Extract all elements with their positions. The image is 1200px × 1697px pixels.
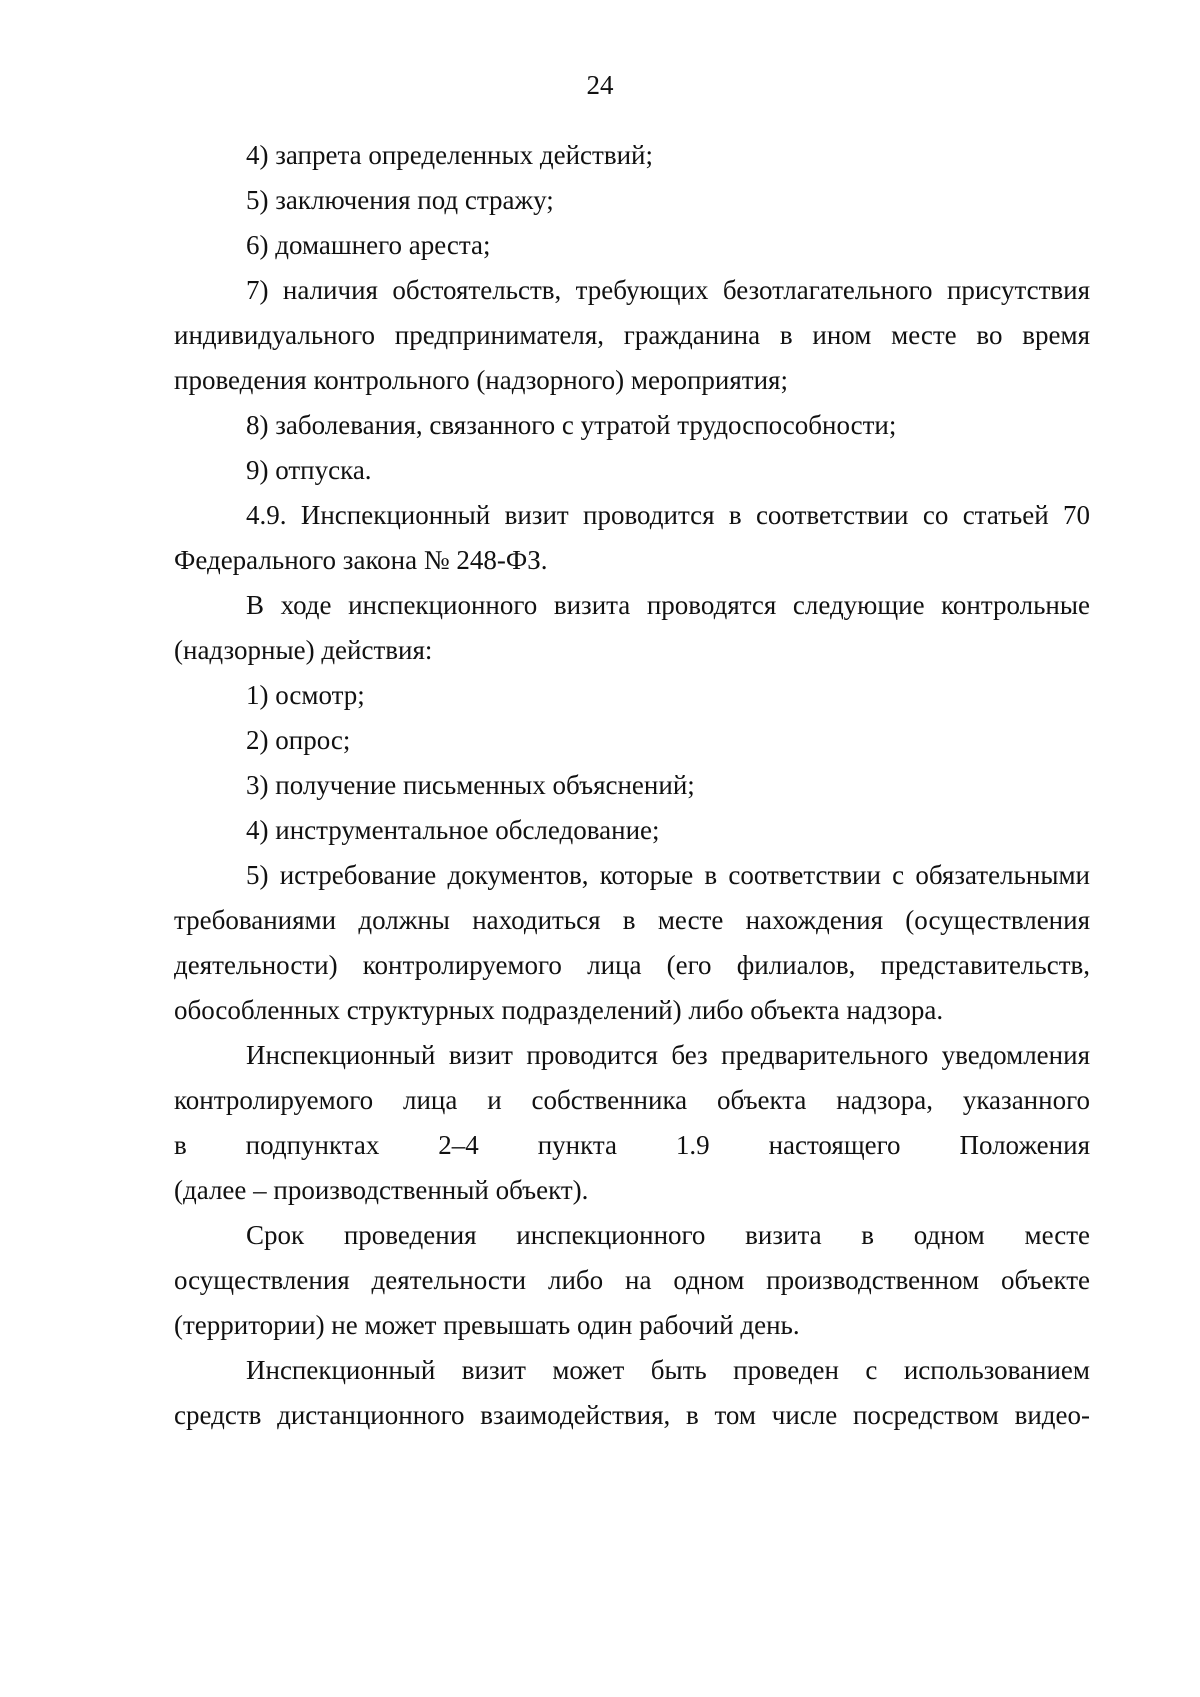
list-item: 1) осмотр;	[246, 680, 365, 710]
paragraph-line: требованиями должны находиться в месте нахождения (осуществления	[174, 905, 1090, 935]
paragraph-line: (надзорные) действия:	[174, 635, 433, 665]
list-item: 9) отпуска.	[246, 455, 372, 485]
paragraph-line: Инспекционный визит проводится без предварительного уведомления	[246, 1040, 1090, 1070]
paragraph-line: индивидуального предпринимателя, гражданина в ином месте во время	[174, 320, 1090, 350]
paragraph-line: в подпунктах 2–4 пункта 1.9 настоящего Положения	[174, 1130, 1090, 1160]
paragraph-line: (территории) не может превышать один рабочий день.	[174, 1310, 800, 1340]
paragraph-line: Срок проведения инспекционного визита в одном месте	[246, 1220, 1090, 1250]
paragraph-line: деятельности) контролируемого лица (его филиалов, представительств,	[174, 950, 1090, 980]
list-item: 6) домашнего ареста;	[246, 230, 491, 260]
paragraph-line: средств дистанционного взаимодействия, в том числе посредством видео-	[174, 1400, 1090, 1430]
paragraph-line: В ходе инспекционного визита проводятся следующие контрольные	[246, 590, 1090, 620]
list-item: 8) заболевания, связанного с утратой трудоспособности;	[246, 410, 897, 440]
paragraph-line: (далее – производственный объект).	[174, 1175, 589, 1205]
paragraph-line: осуществления деятельности либо на одном производственном объекте	[174, 1265, 1090, 1295]
paragraph-line: 4.9. Инспекционный визит проводится в соответствии со статьей 70	[246, 500, 1090, 530]
list-item: 2) опрос;	[246, 725, 351, 755]
page-number: 24	[586, 70, 614, 100]
paragraph-line: Инспекционный визит может быть проведен с использованием	[246, 1355, 1090, 1385]
paragraph-line: 5) истребование документов, которые в соответствии с обязательными	[246, 860, 1090, 890]
list-item: 5) заключения под стражу;	[246, 185, 554, 215]
paragraph-line: контролируемого лица и собственника объекта надзора, указанного	[174, 1085, 1090, 1115]
list-item: 3) получение письменных объяснений;	[246, 770, 695, 800]
paragraph-line: Федерального закона № 248-ФЗ.	[174, 545, 548, 575]
paragraph-line: 7) наличия обстоятельств, требующих безотлагательного присутствия	[246, 275, 1090, 305]
paragraph-line: обособленных структурных подразделений) либо объекта надзора.	[174, 995, 944, 1025]
list-item: 4) запрета определенных действий;	[246, 140, 653, 170]
paragraph-line: проведения контрольного (надзорного) мероприятия;	[174, 365, 788, 395]
list-item: 4) инструментальное обследование;	[246, 815, 660, 845]
